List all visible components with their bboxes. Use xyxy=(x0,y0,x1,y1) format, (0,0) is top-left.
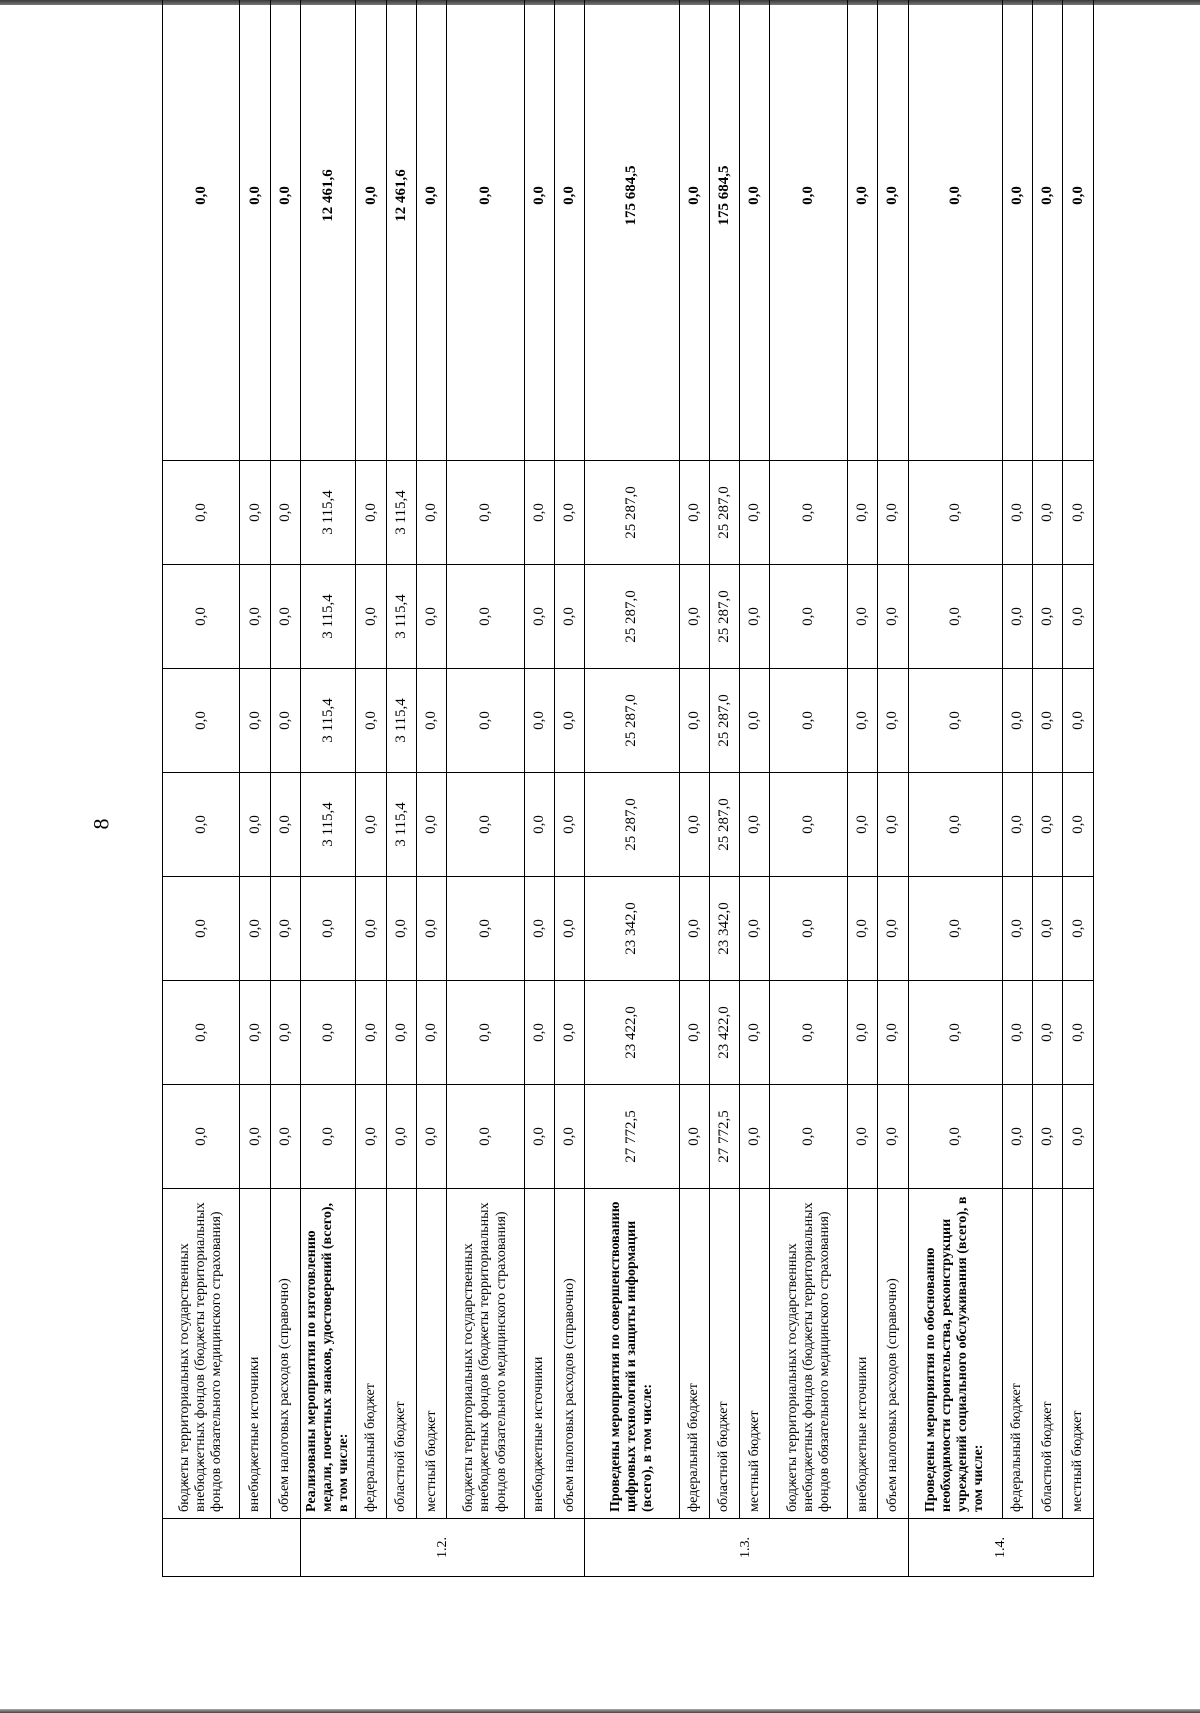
funding-source-label: объем налоговых расходов (справочно) xyxy=(555,1189,585,1519)
year-value: 0,0 xyxy=(416,461,446,565)
year-value: 0,0 xyxy=(679,669,709,773)
table-row xyxy=(416,0,446,1577)
year-value: 0,0 xyxy=(386,981,416,1085)
year-value: 0,0 xyxy=(740,981,770,1085)
year-value: 0,0 xyxy=(447,773,524,877)
year-value: 0,0 xyxy=(163,773,240,877)
year-value: 0,0 xyxy=(908,1085,1002,1189)
year-value: 0,0 xyxy=(270,565,300,669)
total-value: 0,0 xyxy=(1002,0,1032,461)
year-value: 3 115,4 xyxy=(301,773,356,877)
funding-source-label: местный бюджет xyxy=(416,1189,446,1519)
year-value: 0,0 xyxy=(679,877,709,981)
total-value: 0,0 xyxy=(908,0,1002,461)
year-value: 0,0 xyxy=(1063,773,1094,877)
funding-source-label: местный бюджет xyxy=(740,1189,770,1519)
year-value: 0,0 xyxy=(240,1085,270,1189)
funding-source-label: внебюджетные источники xyxy=(240,1189,270,1519)
table-row xyxy=(709,0,739,1577)
year-value: 0,0 xyxy=(240,773,270,877)
year-value: 0,0 xyxy=(163,461,240,565)
year-value: 0,0 xyxy=(447,981,524,1085)
year-value: 0,0 xyxy=(908,669,1002,773)
year-value: 0,0 xyxy=(878,461,908,565)
year-value: 0,0 xyxy=(679,773,709,877)
year-value: 0,0 xyxy=(1033,669,1063,773)
table-row xyxy=(740,0,770,1577)
scan-bottom-edge xyxy=(0,1709,1200,1713)
year-value: 0,0 xyxy=(356,773,386,877)
funding-source-label: внебюджетные источники xyxy=(847,1189,877,1519)
total-value: 0,0 xyxy=(740,0,770,461)
total-value: 0,0 xyxy=(878,0,908,461)
year-value: 0,0 xyxy=(1063,461,1094,565)
year-value: 0,0 xyxy=(447,669,524,773)
year-value: 3 115,4 xyxy=(301,669,356,773)
total-value: 0,0 xyxy=(555,0,585,461)
funding-source-label: местный бюджет xyxy=(1063,1189,1094,1519)
year-value: 25 287,0 xyxy=(585,461,679,565)
year-value: 0,0 xyxy=(908,461,1002,565)
year-value: 23 422,0 xyxy=(585,981,679,1085)
total-value: 0,0 xyxy=(163,0,240,461)
year-value: 0,0 xyxy=(524,877,554,981)
year-value: 0,0 xyxy=(908,877,1002,981)
year-value: 0,0 xyxy=(555,1085,585,1189)
year-value: 25 287,0 xyxy=(709,565,739,669)
year-value: 0,0 xyxy=(447,461,524,565)
funding-source-label: областной бюджет xyxy=(1033,1189,1063,1519)
funding-source-label: внебюджетные источники xyxy=(524,1189,554,1519)
table-row xyxy=(301,0,356,1577)
year-value: 0,0 xyxy=(1002,565,1032,669)
year-value: 0,0 xyxy=(386,1085,416,1189)
year-value: 0,0 xyxy=(240,669,270,773)
year-value: 0,0 xyxy=(447,1085,524,1189)
year-value: 0,0 xyxy=(1002,669,1032,773)
year-value: 0,0 xyxy=(356,565,386,669)
total-value: 0,0 xyxy=(770,0,847,461)
year-value: 0,0 xyxy=(679,461,709,565)
year-value: 0,0 xyxy=(679,1085,709,1189)
year-value: 0,0 xyxy=(878,773,908,877)
budget-table xyxy=(162,0,1094,1577)
year-value: 0,0 xyxy=(740,565,770,669)
year-value: 0,0 xyxy=(240,565,270,669)
total-value: 0,0 xyxy=(1033,0,1063,461)
total-value: 0,0 xyxy=(416,0,446,461)
year-value: 23 342,0 xyxy=(709,877,739,981)
year-value: 0,0 xyxy=(878,669,908,773)
year-value: 0,0 xyxy=(770,773,847,877)
total-value: 175 684,5 xyxy=(585,0,679,461)
year-value: 0,0 xyxy=(416,981,446,1085)
budget-table-rotated xyxy=(162,31,1094,1577)
year-value: 0,0 xyxy=(447,877,524,981)
year-value: 0,0 xyxy=(878,1085,908,1189)
year-value: 0,0 xyxy=(270,877,300,981)
year-value: 0,0 xyxy=(1002,1085,1032,1189)
year-value: 0,0 xyxy=(1063,1085,1094,1189)
year-value: 0,0 xyxy=(555,877,585,981)
year-value: 25 287,0 xyxy=(585,669,679,773)
year-value: 0,0 xyxy=(356,877,386,981)
year-value: 3 115,4 xyxy=(386,669,416,773)
funding-source-label: федеральный бюджет xyxy=(1002,1189,1032,1519)
year-value: 0,0 xyxy=(1033,877,1063,981)
year-value: 0,0 xyxy=(770,981,847,1085)
row-number: 1.2. xyxy=(301,1519,585,1577)
year-value: 0,0 xyxy=(1002,773,1032,877)
year-value: 0,0 xyxy=(163,1085,240,1189)
year-value: 0,0 xyxy=(240,877,270,981)
year-value: 0,0 xyxy=(878,565,908,669)
year-value: 27 772,5 xyxy=(585,1085,679,1189)
year-value: 0,0 xyxy=(447,565,524,669)
page-number: 8 xyxy=(88,818,114,830)
year-value: 25 287,0 xyxy=(709,669,739,773)
year-value: 0,0 xyxy=(847,1085,877,1189)
year-value: 0,0 xyxy=(908,565,1002,669)
row-number xyxy=(163,1519,301,1577)
table-row xyxy=(447,0,524,1577)
year-value: 0,0 xyxy=(740,877,770,981)
year-value: 0,0 xyxy=(878,877,908,981)
year-value: 25 287,0 xyxy=(709,773,739,877)
year-value: 0,0 xyxy=(770,461,847,565)
total-value: 12 461,6 xyxy=(301,0,356,461)
total-value: 0,0 xyxy=(270,0,300,461)
year-value: 0,0 xyxy=(555,669,585,773)
year-value: 0,0 xyxy=(301,1085,356,1189)
table-row xyxy=(1002,0,1032,1577)
funding-source-label: бюджеты территориальных государственных внебюджетных фондов (бюджеты территориальных фондов обязательного медицинского страхования) xyxy=(447,1189,524,1519)
year-value: 0,0 xyxy=(416,1085,446,1189)
year-value: 0,0 xyxy=(416,565,446,669)
year-value: 0,0 xyxy=(524,1085,554,1189)
year-value: 0,0 xyxy=(416,773,446,877)
total-value: 0,0 xyxy=(1063,0,1094,461)
year-value: 0,0 xyxy=(270,981,300,1085)
year-value: 0,0 xyxy=(524,669,554,773)
year-value: 0,0 xyxy=(847,981,877,1085)
year-value: 0,0 xyxy=(1033,461,1063,565)
year-value: 25 287,0 xyxy=(585,565,679,669)
year-value: 0,0 xyxy=(1063,565,1094,669)
year-value: 0,0 xyxy=(908,981,1002,1085)
table-row xyxy=(1063,0,1094,1577)
year-value: 0,0 xyxy=(1063,877,1094,981)
year-value: 0,0 xyxy=(555,461,585,565)
total-value: 0,0 xyxy=(847,0,877,461)
measure-title: Проведены мероприятия по совершенствованию цифровых технологий и защиты информации (всего), в том числе: xyxy=(585,1189,679,1519)
year-value: 0,0 xyxy=(524,773,554,877)
funding-source-label: бюджеты территориальных государственных внебюджетных фондов (бюджеты территориальных фондов обязательного медицинского страхования) xyxy=(770,1189,847,1519)
year-value: 0,0 xyxy=(1063,669,1094,773)
year-value: 0,0 xyxy=(770,1085,847,1189)
year-value: 0,0 xyxy=(847,565,877,669)
table-row xyxy=(270,0,300,1577)
year-value: 0,0 xyxy=(770,565,847,669)
year-value: 0,0 xyxy=(270,669,300,773)
year-value: 0,0 xyxy=(356,981,386,1085)
table-row xyxy=(1033,0,1063,1577)
funding-source-label: федеральный бюджет xyxy=(356,1189,386,1519)
table-row xyxy=(163,0,240,1577)
year-value: 0,0 xyxy=(740,669,770,773)
year-value: 0,0 xyxy=(555,773,585,877)
year-value: 0,0 xyxy=(356,669,386,773)
row-number: 1.3. xyxy=(585,1519,908,1577)
year-value: 0,0 xyxy=(524,981,554,1085)
year-value: 0,0 xyxy=(356,1085,386,1189)
total-value: 175 684,5 xyxy=(709,0,739,461)
year-value: 23 422,0 xyxy=(709,981,739,1085)
year-value: 0,0 xyxy=(555,981,585,1085)
year-value: 0,0 xyxy=(908,773,1002,877)
year-value: 0,0 xyxy=(770,669,847,773)
total-value: 0,0 xyxy=(356,0,386,461)
year-value: 0,0 xyxy=(240,981,270,1085)
year-value: 0,0 xyxy=(847,877,877,981)
year-value: 0,0 xyxy=(1033,565,1063,669)
year-value: 0,0 xyxy=(386,877,416,981)
year-value: 0,0 xyxy=(847,461,877,565)
year-value: 0,0 xyxy=(740,773,770,877)
year-value: 3 115,4 xyxy=(386,773,416,877)
table-row xyxy=(679,0,709,1577)
table-row xyxy=(847,0,877,1577)
year-value: 23 342,0 xyxy=(585,877,679,981)
year-value: 27 772,5 xyxy=(709,1085,739,1189)
funding-source-label: областной бюджет xyxy=(709,1189,739,1519)
year-value: 0,0 xyxy=(416,669,446,773)
year-value: 0,0 xyxy=(679,565,709,669)
table-row xyxy=(585,0,679,1577)
table-row xyxy=(908,0,1002,1577)
year-value: 0,0 xyxy=(847,773,877,877)
year-value: 0,0 xyxy=(270,1085,300,1189)
year-value: 0,0 xyxy=(270,773,300,877)
year-value: 0,0 xyxy=(770,877,847,981)
year-value: 0,0 xyxy=(679,981,709,1085)
year-value: 3 115,4 xyxy=(301,461,356,565)
year-value: 0,0 xyxy=(1063,981,1094,1085)
table-row xyxy=(878,0,908,1577)
total-value: 0,0 xyxy=(447,0,524,461)
year-value: 0,0 xyxy=(1002,877,1032,981)
year-value: 0,0 xyxy=(1033,773,1063,877)
funding-source-label: федеральный бюджет xyxy=(679,1189,709,1519)
total-value: 0,0 xyxy=(240,0,270,461)
measure-title: Реализованы мероприятия по изготовлению медали, почетных знаков, удостоверений (всего), в том числе: xyxy=(301,1189,356,1519)
year-value: 0,0 xyxy=(847,669,877,773)
year-value: 0,0 xyxy=(163,565,240,669)
year-value: 0,0 xyxy=(740,1085,770,1189)
funding-source-label: областной бюджет xyxy=(386,1189,416,1519)
year-value: 0,0 xyxy=(1002,981,1032,1085)
funding-source-label: бюджеты территориальных государственных внебюджетных фондов (бюджеты территориальных фондов обязательного медицинского страхования) xyxy=(163,1189,240,1519)
year-value: 0,0 xyxy=(1033,981,1063,1085)
table-row xyxy=(386,0,416,1577)
table-row xyxy=(555,0,585,1577)
table-row xyxy=(356,0,386,1577)
year-value: 3 115,4 xyxy=(386,461,416,565)
year-value: 3 115,4 xyxy=(386,565,416,669)
year-value: 0,0 xyxy=(740,461,770,565)
funding-source-label: объем налоговых расходов (справочно) xyxy=(878,1189,908,1519)
table-row xyxy=(770,0,847,1577)
table-row xyxy=(240,0,270,1577)
year-value: 0,0 xyxy=(1033,1085,1063,1189)
year-value: 3 115,4 xyxy=(301,565,356,669)
table-body xyxy=(163,0,1094,1577)
year-value: 0,0 xyxy=(878,981,908,1085)
year-value: 0,0 xyxy=(416,877,446,981)
year-value: 0,0 xyxy=(163,669,240,773)
year-value: 0,0 xyxy=(524,461,554,565)
year-value: 0,0 xyxy=(163,877,240,981)
year-value: 0,0 xyxy=(301,981,356,1085)
year-value: 0,0 xyxy=(524,565,554,669)
year-value: 25 287,0 xyxy=(585,773,679,877)
year-value: 0,0 xyxy=(356,461,386,565)
funding-source-label: объем налоговых расходов (справочно) xyxy=(270,1189,300,1519)
year-value: 0,0 xyxy=(555,565,585,669)
year-value: 0,0 xyxy=(163,981,240,1085)
year-value: 25 287,0 xyxy=(709,461,739,565)
year-value: 0,0 xyxy=(301,877,356,981)
measure-title: Проведены мероприятия по обоснованию необходимости строительства, реконструкции учреждений социального обслуживания (всего), в том числе: xyxy=(908,1189,1002,1519)
total-value: 0,0 xyxy=(524,0,554,461)
year-value: 0,0 xyxy=(270,461,300,565)
row-number: 1.4. xyxy=(908,1519,1093,1577)
total-value: 0,0 xyxy=(679,0,709,461)
total-value: 12 461,6 xyxy=(386,0,416,461)
year-value: 0,0 xyxy=(240,461,270,565)
table-row xyxy=(524,0,554,1577)
year-value: 0,0 xyxy=(1002,461,1032,565)
